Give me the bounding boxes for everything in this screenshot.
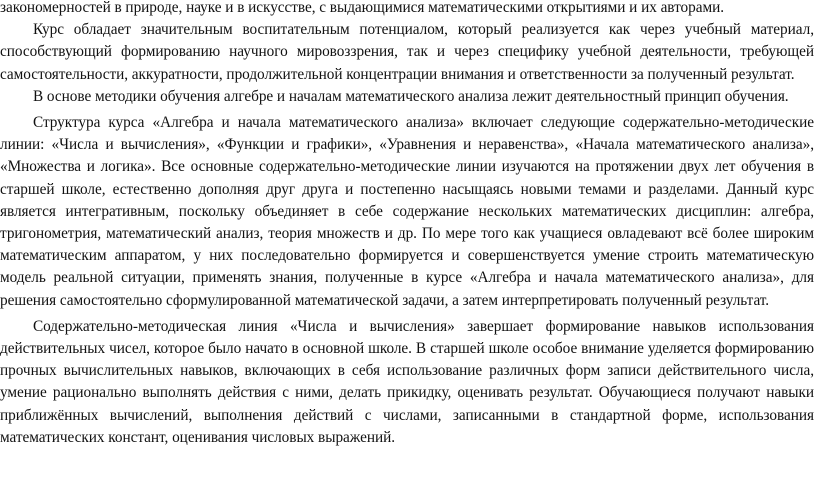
paragraph-course-structure: Структура курса «Алгебра и начала математического анализа» включает следующие содержательно-методические линии: «Числа и вычисления», «Функции и графики», «Уравнения и неравенства», «Начала математического анализа», «Множества и логика». Все основные содержательно-методические линии изучаются на протяжении двух лет обучения в старшей школе, естественно дополняя друг друга и постепенно насыщаясь новыми темами и разделами. Данный курс является интегративным, поскольку объединяет в себе содержание нескольких математических дисциплин: алгебра, тригонометрия, математический анализ, теория множеств и др. По мере того как учащиеся овладевают всё более широким математическим аппаратом, у них последовательно формируется и совершенствуется умение строить математическую модель реальной ситуации, применять знания, полученные в курсе «Алгебра и начала математического анализа», для решения самостоятельно сформулированной математической задачи, а затем интерпретировать полученный результат. [0,114,814,309]
paragraph-educational-potential: Курс обладает значительным воспитательным потенциалом, который реализуется как через учебный материал, способствующий формированию научного мировоззрения, так и через специфику учебной деятельности, требующей самостоятельности, аккуратности, продолжительной концентрации внимания и ответственности за полученный результат. [0,21,814,83]
paragraph-numbers-and-computations: Содержательно-методическая линия «Числа и вычисления» завершает формирование навыков использования действительных чисел, которое было начато в основной школе. В старшей школе особое внимание уделяется формированию прочных вычислительных навыков, включающих в себя использование различных форм записи действительного числа, умение рационально выполнять действия с ними, делать прикидку, оценивать результат. Обучающиеся получают навыки приближённых вычислений, выполнения действий с числами, записанными в стандартной форме, использования математических констант, оценивания числовых выражений. [0,317,814,446]
paragraph-continuation: закономерностей в природе, науке и в искусстве, с выдающимися математическими открытиями и их авторами. [0,0,725,16]
paragraph-methodology: В основе методики обучения алгебре и началам математического анализа лежит деятельностный принцип обучения. [33,87,789,105]
